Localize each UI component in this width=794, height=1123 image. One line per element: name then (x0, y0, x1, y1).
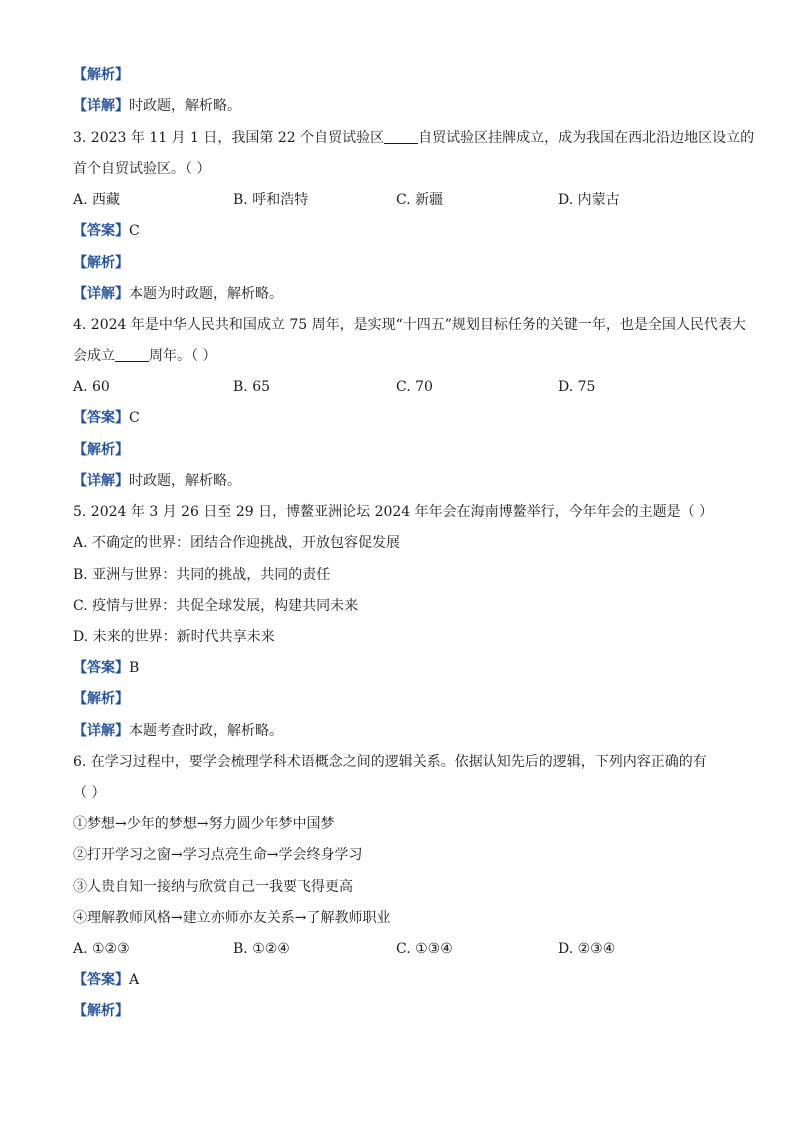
question-5-answer: 【答案】B (73, 660, 140, 676)
question-6-item-1: ①梦想→少年的梦想→努力圆少年梦中国梦 (73, 816, 335, 832)
question-3-stem: 3. 2023 年 11 月 1 日，我国第 22 个自贸试验区 自贸试验区挂牌成立，成为我国在西北沿边地区设立的 (73, 130, 755, 146)
question-3-answer: 【答案】C (73, 223, 140, 239)
question-6-analysis-heading: 【解析】 (73, 1003, 129, 1019)
question-4-option-c: C. 70 (396, 379, 433, 395)
question-5-option-c: C. 疫情与世界：共促全球发展，构建共同未来 (73, 598, 359, 614)
question-4-option-d: D. 75 (558, 379, 596, 395)
question-6-item-3: ③人贵自知一接纳与欣赏自己一我要飞得更高 (73, 879, 353, 895)
question-4-answer: 【答案】C (73, 410, 140, 426)
question-3-option-d: D. 内蒙古 (558, 192, 620, 208)
question-4-detail: 【详解】时政题，解析略。 (73, 473, 241, 489)
question-6-item-4: ④理解教师风格→建立亦师亦友关系→了解教师职业 (73, 910, 391, 926)
question-3-option-b: B. 呼和浩特 (233, 192, 309, 208)
detail-line: 【详解】时政题，解析略。 (73, 98, 241, 114)
question-5-detail: 【详解】本题考查时政，解析略。 (73, 723, 283, 739)
fill-blank (384, 129, 418, 144)
question-6-item-2: ②打开学习之窗→学习点亮生命→学会终身学习 (73, 847, 363, 863)
question-3-analysis-heading: 【解析】 (73, 255, 129, 271)
analysis-heading: 【解析】 (73, 67, 129, 83)
question-5-option-a: A. 不确定的世界：团结合作迎挑战，开放包容促发展 (73, 535, 401, 551)
question-4-analysis-heading: 【解析】 (73, 442, 129, 458)
question-3-stem-continued: 首个自贸试验区。（ ） (73, 161, 211, 177)
question-4-stem-continued: 会成立 周年。（ ） (73, 348, 217, 364)
question-6-stem: 6. 在学习过程中，要学会梳理学科术语概念之间的逻辑关系。依据认知先后的逻辑，下列内容正确的有 (73, 754, 707, 770)
fill-blank (115, 347, 149, 362)
question-6-option-c: C. ①③④ (396, 941, 453, 957)
question-5-option-d: D. 未来的世界：新时代共享未来 (73, 629, 275, 645)
question-3-option-c: C. 新疆 (396, 192, 444, 208)
question-4-stem: 4. 2024 年是中华人民共和国成立 75 周年，是实现“十四五”规划目标任务的关键一年，也是全国人民代表大 (73, 317, 746, 333)
question-3-detail: 【详解】本题为时政题，解析略。 (73, 286, 283, 302)
question-6-stem-continued: （ ） (73, 785, 106, 801)
question-6-option-d: D. ②③④ (558, 941, 616, 957)
question-6-option-a: A. ①②③ (73, 941, 130, 957)
question-3-option-a: A. 西藏 (73, 192, 121, 208)
question-5-option-b: B. 亚洲与世界：共同的挑战，共同的责任 (73, 567, 331, 583)
question-6-answer: 【答案】A (73, 972, 140, 988)
question-4-option-a: A. 60 (73, 379, 110, 395)
question-6-option-b: B. ①②④ (233, 941, 290, 957)
question-5-analysis-heading: 【解析】 (73, 691, 129, 707)
question-4-option-b: B. 65 (233, 379, 271, 395)
question-5-stem: 5. 2024 年 3 月 26 日至 29 日，博鳌亚洲论坛 2024 年年会在海南博鳌举行，今年年会的主题是（ ） (73, 504, 714, 520)
